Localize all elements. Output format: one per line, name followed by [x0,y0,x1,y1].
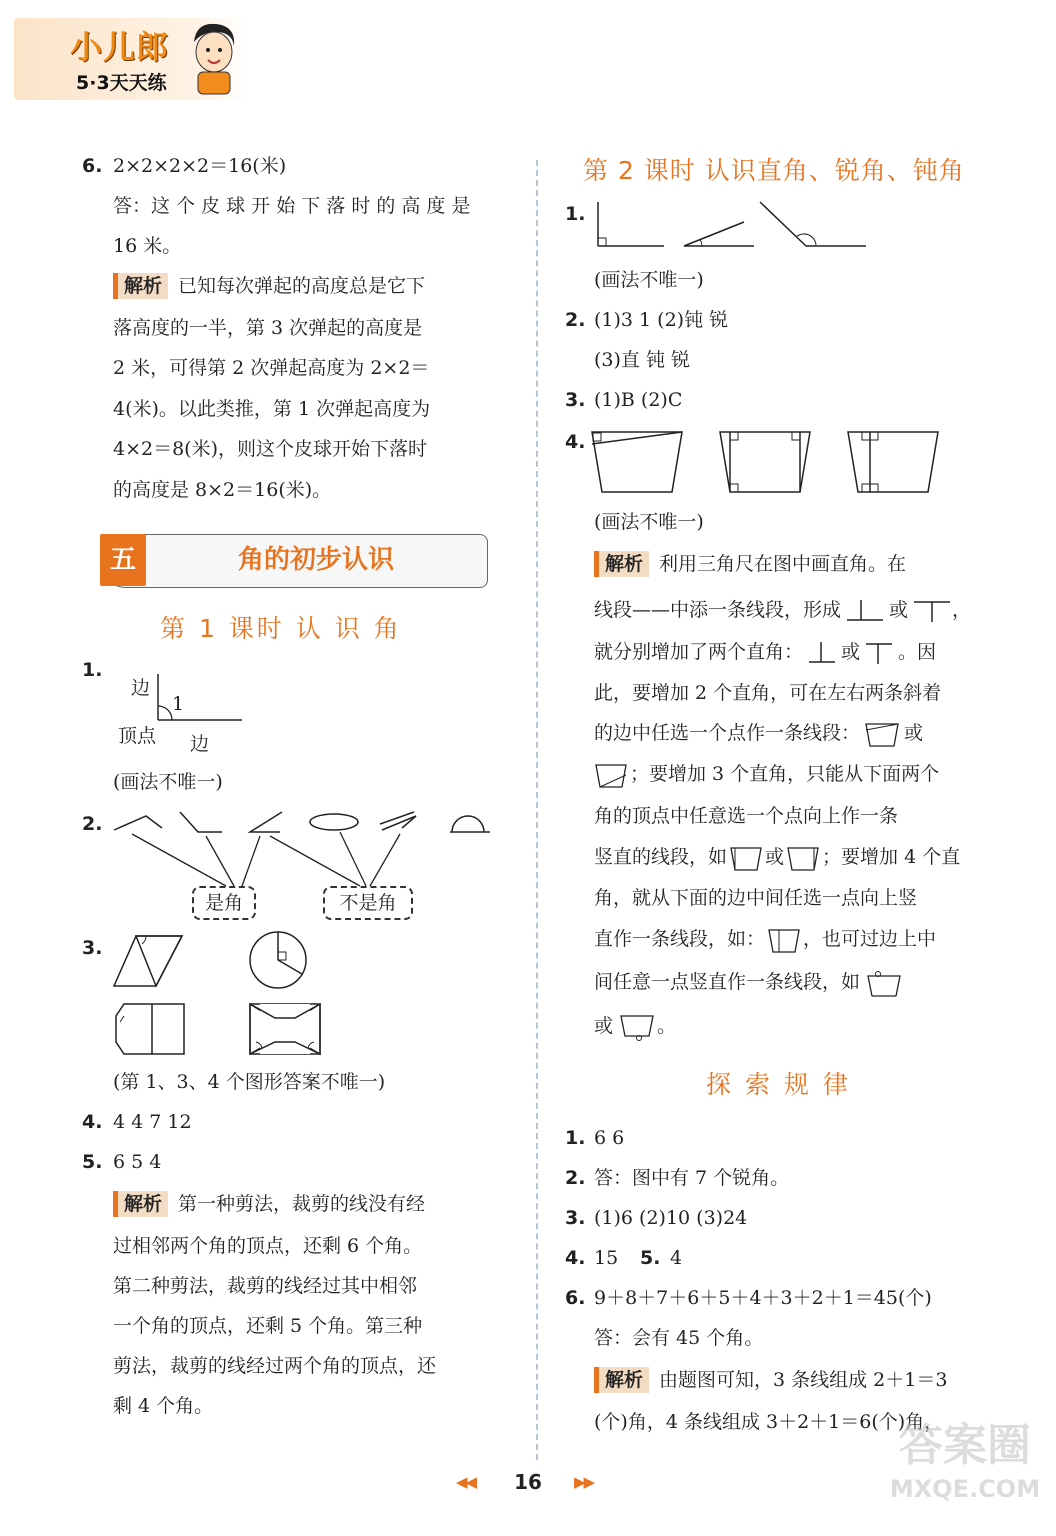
r-q2-line2: (3)直 钝 锐 [594,349,690,371]
r-q1-note: (画法不唯一) [594,269,704,291]
next-page-icon: ▶▶ [574,1473,594,1491]
trapezoid-vertical-line-icon [729,844,763,872]
q3-number: 3. [82,937,103,959]
r-q4-analysis-3: 就分别增加了两个直角： 或 。因 [594,638,936,666]
right-angle-up-icon [845,598,885,624]
r-q4-trapezoids-figure [588,428,948,498]
r-q4-analysis-1: 解析 利用三角尺在图中画直角。在 [594,550,906,578]
q4-answer: 4 4 7 12 [113,1111,192,1133]
q5-analysis-5: 剪法，裁剪的线经过两个角的顶点，还 [113,1355,437,1377]
explore-title: 探 索 规 律 [706,1070,851,1099]
match-box-no: 不是角 [323,886,413,920]
e6-formula: 9＋8＋7＋6＋5＋4＋3＋2＋1＝45(个) [594,1287,932,1309]
e5-answer: 4 [670,1247,683,1269]
q6-number: 6. [82,155,103,177]
e4-number: 4. [565,1247,586,1269]
e3-answer: (1)6 (2)10 (3)24 [594,1207,748,1229]
r-q4-analysis-7: 角的顶点中任意选一个点向上作一条 [594,805,899,827]
q1-angle-mark: 1 [172,693,185,715]
e4-answer: 15 [594,1247,619,1269]
q1-edge-top: 边 [131,677,151,699]
r-q4-analysis-6: ；要增加 3 个直角，只能从下面两个 [594,760,939,789]
r-q3-answer: (1)B (2)C [594,389,683,411]
q5-answer: 6 5 4 [113,1151,162,1173]
analysis-tag: 解析 [594,551,649,577]
r-q4-analysis-10: 直作一条线段，如： ，也可过边上中 [594,925,936,954]
brand-subtitle: 5·3天天练 [76,72,167,94]
q6-analysis-5: 4×2＝8(米)，则这个皮球开始下落时 [113,438,428,460]
watermark [880,1418,1050,1528]
r-q4-analysis-11: 间任意一点竖直作一条线段，如 [594,968,904,998]
r-q4-number: 4. [565,431,586,453]
e5-number: 5. [640,1247,661,1269]
r-q3-number: 3. [565,389,586,411]
q1-edge-bottom: 边 [190,733,210,755]
trapezoid-middle-line-icon [767,926,801,954]
match-box-yes: 是角 [192,886,256,920]
e2-number: 2. [565,1167,586,1189]
brand-logo: 小儿郎 [70,28,170,66]
trapezoid-point-icon [864,968,904,998]
e6-analysis-1: 解析 由题图可知，3 条线组成 2＋1＝3 [594,1366,947,1394]
analysis-tag: 解析 [113,273,168,299]
r-q4-note: (画法不唯一) [594,511,704,533]
unit-number: 五 [100,534,146,586]
r-q2-number: 2. [565,309,586,331]
r-q4-analysis-5: 的边中任选一个点作一条线段： 或 [594,719,923,748]
q3-note: (第 1、3、4 个图形答案不唯一) [113,1071,386,1093]
q5-analysis-2: 过相邻两个角的顶点，还剩 6 个角。 [113,1235,423,1257]
q6-answer-1: 答：这 个 皮 球 开 始 下 落 时 的 高 度 是 [113,195,471,217]
prev-page-icon: ◀◀ [456,1473,476,1491]
q6-analysis-1: 解析 已知每次弹起的高度总是它下 [113,272,425,300]
q5-analysis-4: 一个角的顶点，还剩 5 个角。第三种 [113,1315,423,1337]
trapezoid-side-line-icon [594,761,628,789]
right-angle-down-small-icon [864,640,894,666]
q6-analysis-3: 2 米，可得第 2 次弹起高度为 2×2＝ [113,357,430,379]
q6-analysis-4: 4(米)。以此类推，第 1 次弹起高度为 [113,398,431,420]
r-q4-analysis-9: 角，就从下面的边中间任选一点向上竖 [594,887,918,909]
q6-analysis-2: 落高度的一半，第 3 次弹起的高度是 [113,317,423,339]
e6-answer: 答：会有 45 个角。 [594,1327,764,1349]
mascot-icon [186,20,240,96]
q2-number: 2. [82,813,103,835]
unit-title: 角的初步认识 [237,545,394,575]
e6-number: 6. [565,1287,586,1309]
e1-number: 1. [565,1127,586,1149]
lesson1-title: 第 1 课时 认 识 角 [160,614,402,643]
q1-vertex: 顶点 [118,725,157,747]
trapezoid-point-icon [617,1012,657,1042]
page-number: 16 [514,1470,542,1494]
e1-answer: 6 6 [594,1127,625,1149]
trapezoid-vertical-line-icon [786,844,820,872]
r-q1-number: 1. [565,203,586,225]
r-q1-angles-figure [594,198,874,254]
q5-analysis-1: 解析 第一种剪法，裁剪的线没有经 [113,1190,425,1218]
watermark-url: MXQE.COM [889,1475,1041,1503]
q6-answer-2: 16 米。 [113,235,182,257]
right-angle-up-small-icon [807,640,837,666]
r-q4-analysis-4: 此，要增加 2 个直角，可在左右两条斜着 [594,682,942,704]
watermark-text: 答案圈 [899,1420,1031,1471]
r-q4-analysis-12: 或 。 [594,1012,676,1042]
q5-analysis-3: 第二种剪法，裁剪的线经过其中相邻 [113,1275,418,1297]
r-q2-line1: (1)3 1 (2)钝 锐 [594,309,729,331]
q5-number: 5. [82,1151,103,1173]
r-q4-analysis-8: 竖直的线段，如 或 ；要增加 4 个直 [594,843,960,872]
e6-analysis-2: (个)角，4 条线组成 3＋2＋1＝6(个)角， [594,1411,944,1433]
q1-number: 1. [82,659,103,681]
r-q4-analysis-2: 线段——中添一条线段，形成 或 ， [594,596,971,624]
q1-note: (画法不唯一) [113,771,223,793]
trapezoid-side-line-icon [864,720,900,748]
lesson2-title: 第 2 课时 认识直角、锐角、钝角 [583,156,965,185]
e3-number: 3. [565,1207,586,1229]
right-angle-down-icon [912,598,952,624]
analysis-tag: 解析 [594,1367,649,1393]
analysis-tag: 解析 [113,1191,168,1217]
column-divider [536,160,538,1460]
q6-formula: 2×2×2×2＝16(米) [113,155,287,177]
q3-shapes-figure [110,930,330,1060]
q6-analysis-6: 的高度是 8×2＝16(米)。 [113,479,332,501]
q2-matching-figure [110,808,500,898]
q4-number: 4. [82,1111,103,1133]
e2-answer: 答：图中有 7 个锐角。 [594,1167,790,1189]
q5-analysis-6: 剩 4 个角。 [113,1395,214,1417]
